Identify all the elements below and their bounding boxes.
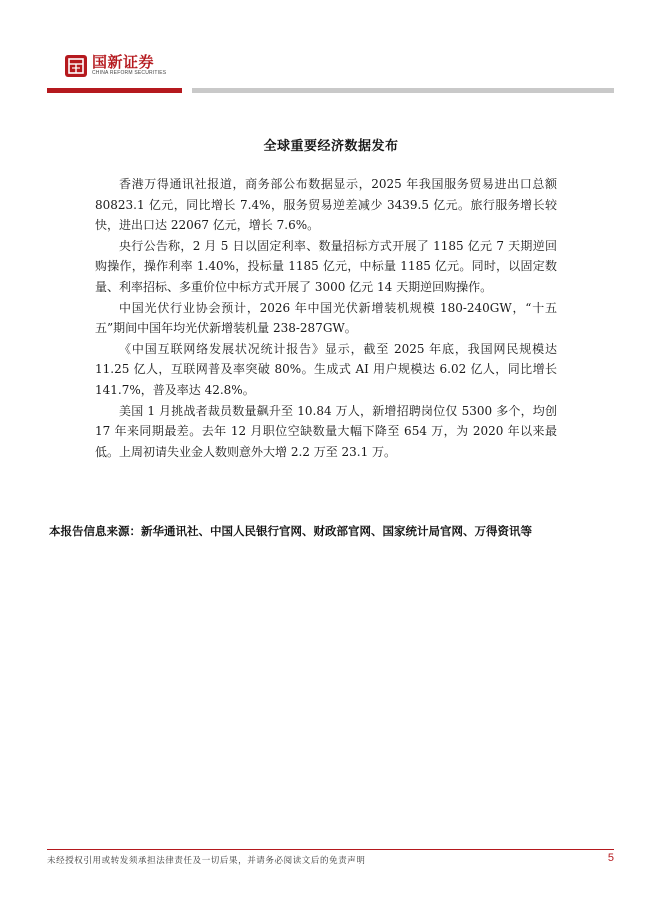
page-number: 5: [607, 852, 614, 864]
brand-name-cn: 国新证券: [92, 53, 155, 71]
paragraph-us-jobs: 美国 1 月挑战者裁员数量飙升至 10.84 万人，新增招聘岗位仅 5300 多个，均创 17 年来同期最差。去年 12 月职位空缺数量大幅下降至 654 万，为 2020 年以来最低。上周初请失业金人数则意外大增 2.2 万至 23.1 万。: [95, 403, 557, 459]
source-note: 本报告信息来源：新华通讯社、中国人民银行官网、财政部官网、国家统计局官网、万得资讯等: [49, 524, 532, 538]
paragraph-solar: 中国光伏行业协会预计，2026 年中国光伏新增装机规模 180-240GW，“十五五”期间中国年均光伏新增装机量 238-287GW。: [95, 300, 557, 336]
footer-rule: [47, 849, 614, 850]
brand-name-en: CHINA REFORM SECURITIES: [92, 70, 167, 76]
seal-logo-icon: [65, 55, 87, 77]
paragraph-trade: 香港万得通讯社报道，商务部公布数据显示，2025 年我国服务贸易进出口总额 80823.1 亿元，同比增长 7.4%，服务贸易逆差减少 3439.5 亿元。旅行服务增长较快，进出口达 22067 亿元，增长 7.6%。: [95, 177, 557, 233]
article-body: [95, 174, 557, 462]
page-header: [0, 0, 662, 100]
section-title: 全球重要经济数据发布: [263, 139, 399, 154]
paragraph-internet: 《中国互联网络发展状况统计报告》显示，截至 2025 年底，我国网民规模达 11.25 亿人，互联网普及率突破 80%。生成式 AI 用户规模达 6.02 亿人，同比增长 141.7%，普及率达 42.8%。: [95, 341, 557, 397]
header-rule: [192, 88, 614, 93]
paragraph-central-bank: 央行公告称，2 月 5 日以固定利率、数量招标方式开展了 1185 亿元 7 天期逆回购操作，操作利率 1.40%，投标量 1185 亿元，中标量 1185 亿元。同时，以固定数量、利率招标、多重价位中标方式开展了 3000 亿元 14 天期逆回购操作。: [95, 238, 557, 294]
footer-disclaimer: 未经授权引用或转发须承担法律责任及一切后果，并请务必阅读文后的免责声明: [47, 856, 366, 866]
brand-logo: [65, 54, 166, 77]
header-rule-accent: [47, 88, 182, 93]
